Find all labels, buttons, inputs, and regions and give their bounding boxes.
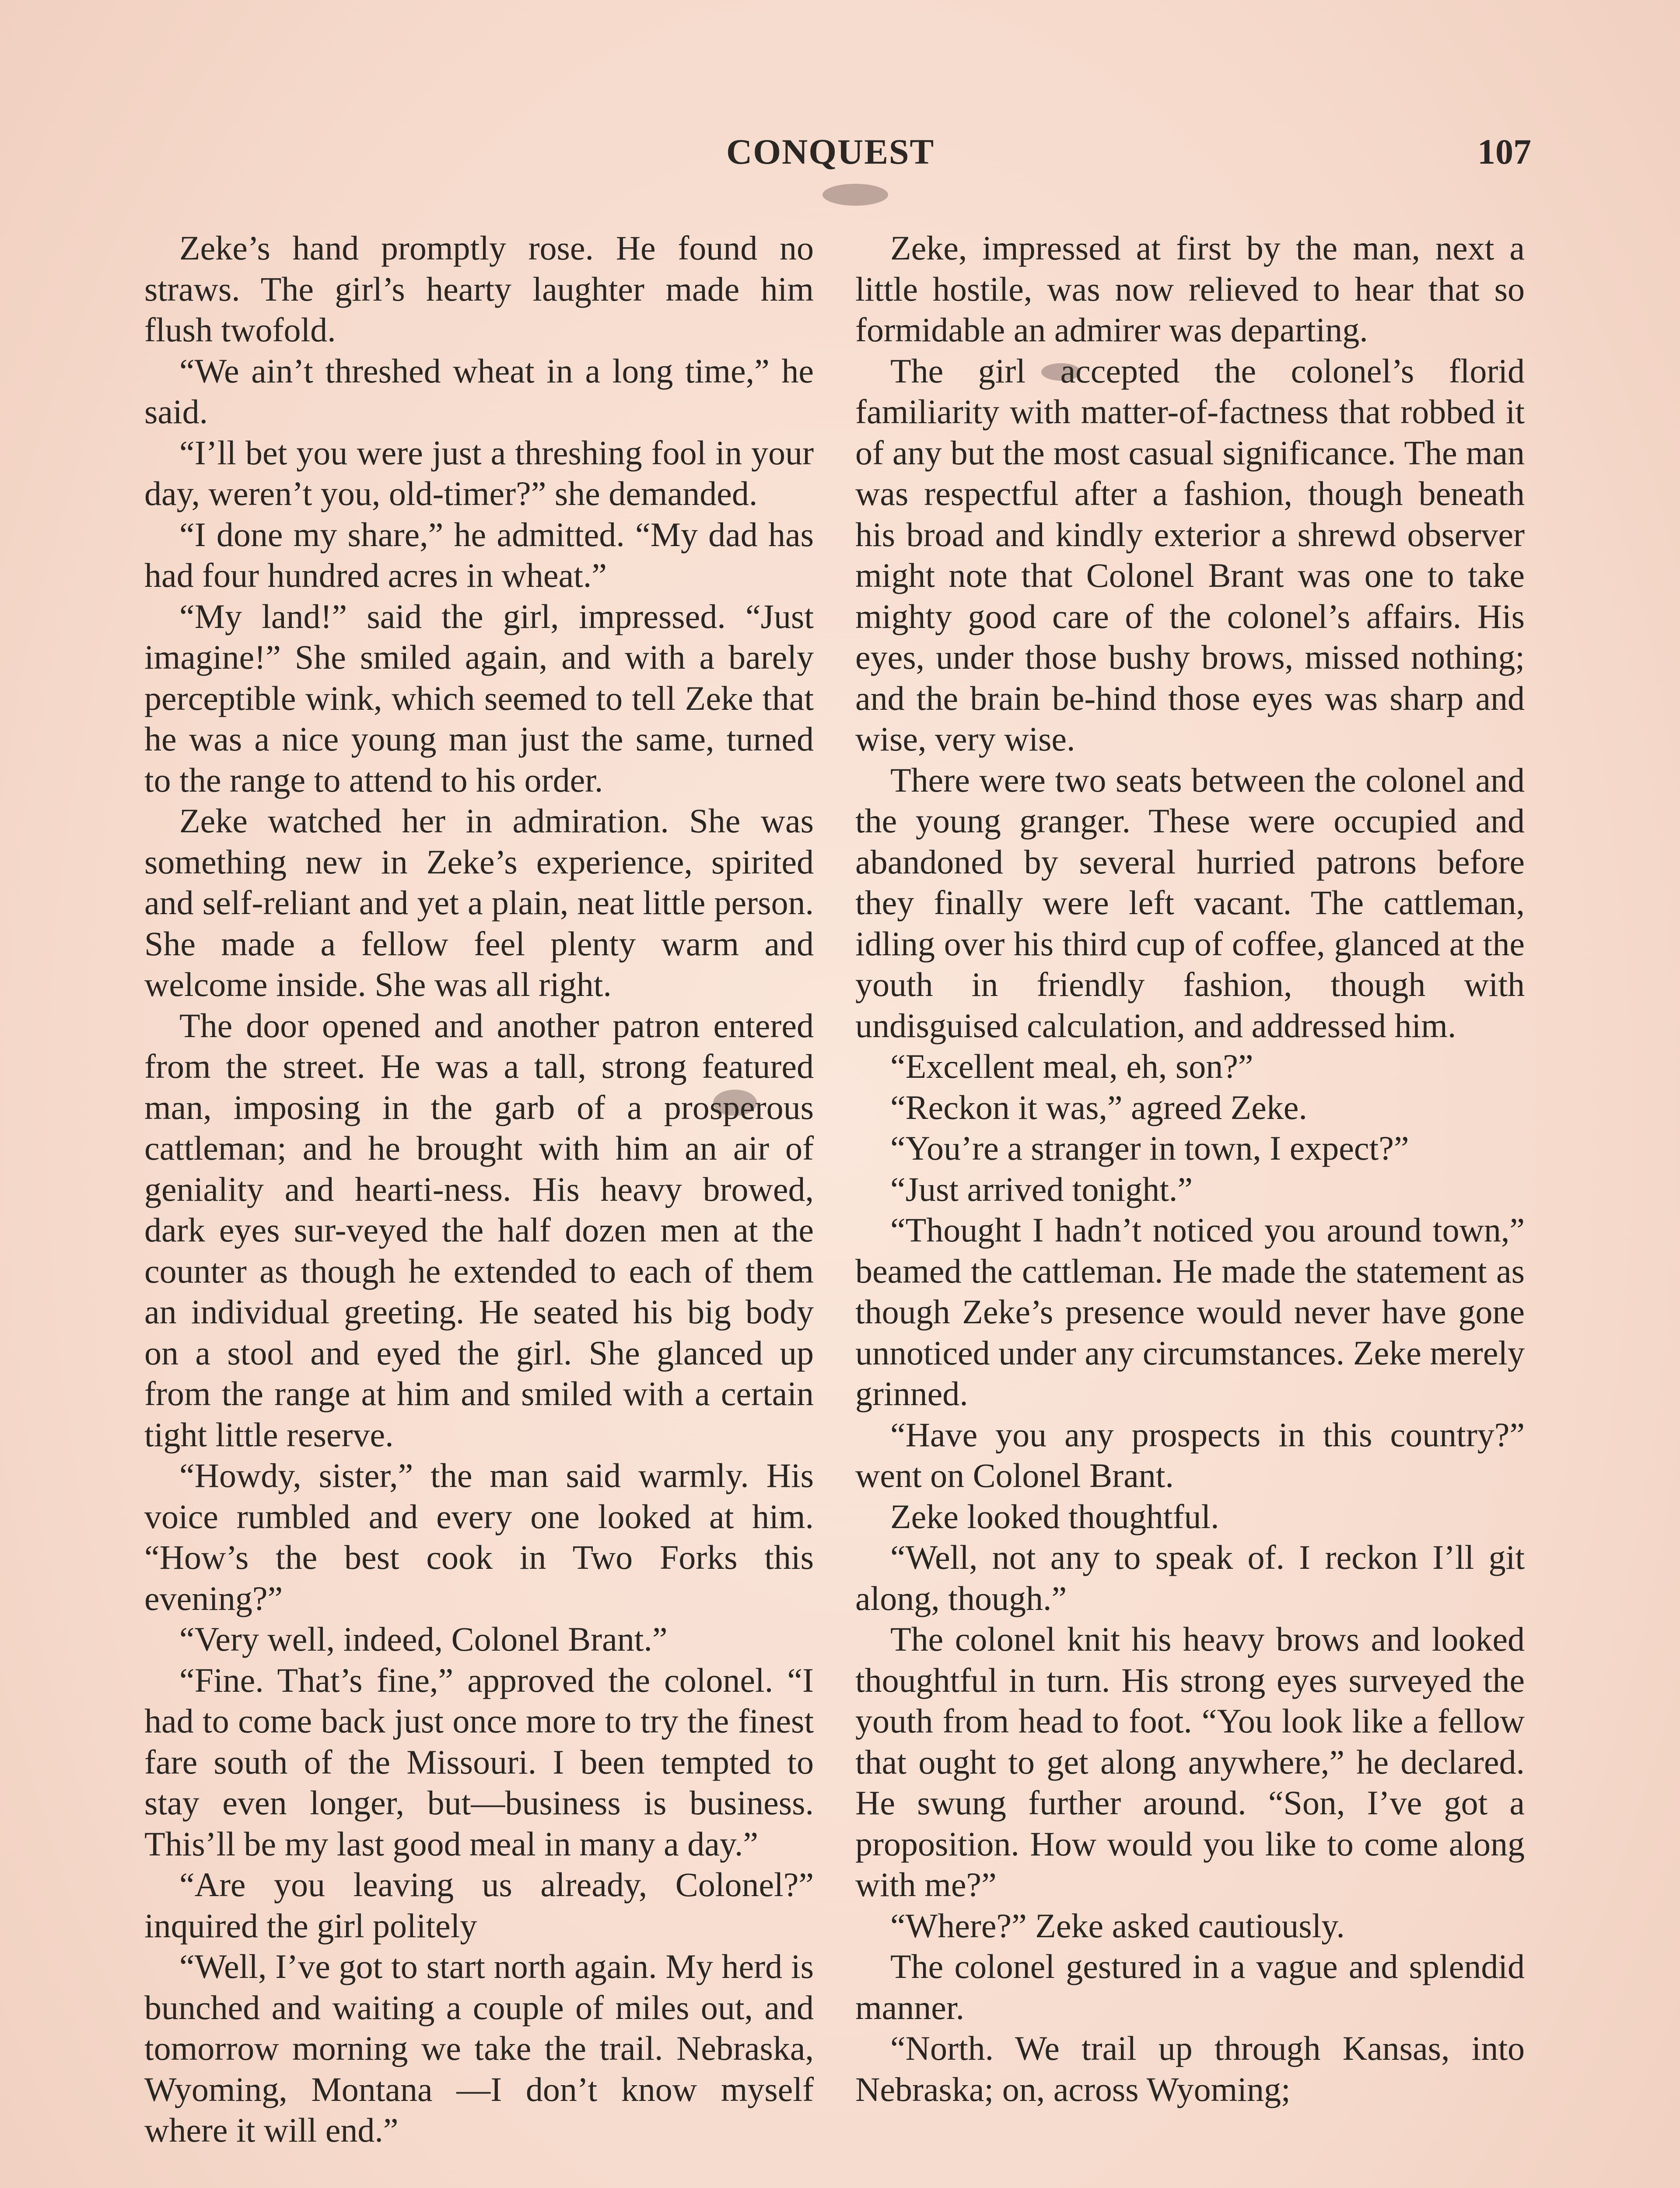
paragraph: “I’ll bet you were just a threshing fool in your day, weren’t you, old-timer?” she demanded. [144,433,814,512]
paragraph: “Are you leaving us already, Colonel?” inquired the girl politely [144,1865,814,1945]
paragraph: “Just arrived tonight.” [890,1170,1193,1208]
paragraph: “Well, I’ve got to start north again. My herd is bunched and waiting a couple of miles out, and tomorrow morning we take the trail. Nebraska, Wyoming, Montana —I don’t know myself where it will end.” [144,1947,814,2149]
paragraph: Zeke watched her in admiration. She was something new in Zeke’s experience, spirited and self-reliant and yet a plain, neat little person. She made a fellow feel plenty warm and welcome inside. She was all right. [144,802,814,1003]
paragraph: The door opened and another patron entered from the street. He was a tall, strong featured man, imposing in the garb of a prosperous cattleman; and he brought with him an air of geniality and hearti-ness. His heavy browed, dark eyes sur-veyed the half dozen men at the counter as though he extended to each of them an individual greeting. He seated his big body on a stool and eyed the girl. She glanced up from the range at him and smiled with a certain tight little reserve. [144,1006,814,1454]
paragraph: The colonel gestured in a vague and splendid manner. [855,1947,1525,2027]
paragraph: “Reckon it was,” agreed Zeke. [890,1088,1307,1126]
paragraph: “You’re a stranger in town, I expect?” [890,1129,1409,1167]
paragraph: Zeke, impressed at first by the man, next a little hostile, was now relieved to hear that so formidable an admirer was departing. [855,229,1525,349]
paragraph: “Very well, indeed, Colonel Brant.” [179,1620,668,1658]
paragraph: “I done my share,” he admitted. “My dad has had four hundred acres in wheat.” [144,515,814,594]
page-number: 107 [1477,132,1531,172]
paragraph: “My land!” said the girl, impressed. “Just imagine!” She smiled again, and with a barely perceptible wink, which seemed to tell Zeke that he was a nice young man just the same, turned to the range to attend to his order. [144,597,814,799]
paragraph: The colonel knit his heavy brows and looked thoughtful in turn. His strong eyes surveyed the youth from head to foot. “You look like a fellow that ought to get along anywhere,” he declared. He swung further around. “Son, I’ve got a proposition. How would you like to come along with me?” [855,1620,1525,1904]
paragraph: “North. We trail up through Kansas, into Nebraska; on, across Wyoming; [855,2029,1525,2108]
paragraph: “Well, not any to speak of. I reckon I’ll git along, though.” [855,1538,1525,1617]
paragraph: “We ain’t threshed wheat in a long time,” he said. [144,351,814,431]
paragraph: Zeke’s hand promptly rose. He found no straws. The girl’s hearty laughter made him flush twofold. [144,229,814,349]
paragraph: “Fine. That’s fine,” approved the colonel. “I had to come back just once more to try the finest fare south of the Missouri. I been tempted to stay even longer, but—business is business. This’ll be my last good meal in many a day.” [144,1661,814,1863]
paragraph: Zeke looked thoughtful. [890,1497,1219,1536]
paragraph: “Have you any prospects in this country?” went on Colonel Brant. [855,1415,1525,1494]
paragraph: “Howdy, sister,” the man said warmly. His voice rumbled and every one looked at him. “How’s the best cook in Two Forks this evening?” [144,1456,814,1617]
paragraph: The girl accepted the colonel’s florid familiarity with matter-of-factness that robbed it of any but the most casual significance. The man was respectful after a fashion, though beneath his broad and kindly exterior a shrewd observer might note that Colonel Brant was one to take mighty good care of the colonel’s affairs. His eyes, under those bushy brows, missed nothing; and the brain be-hind those eyes was sharp and wise, very wise. [855,351,1525,758]
paragraph: “Where?” Zeke asked cautiously. [890,1906,1345,1945]
paragraph: “Thought I hadn’t noticed you around town,” beamed the cattleman. He made the statement as though Zeke’s presence would never have gone unnoticed under any circumstances. Zeke merely grinned. [855,1211,1525,1413]
paragraph: There were two seats between the colonel and the young granger. These were occupied and abandoned by several hurried patrons before they finally were left vacant. The cattleman, idling over his third cup of coffee, glanced at the youth in friendly fashion, though with undisguised calculation, and addressed him. [855,761,1525,1045]
running-head-title: CONQUEST [726,132,935,172]
ink-smudge [822,184,888,206]
paragraph: “Excellent meal, eh, son?” [890,1047,1253,1085]
left-column [144,228,814,2151]
right-column [855,228,1525,2110]
